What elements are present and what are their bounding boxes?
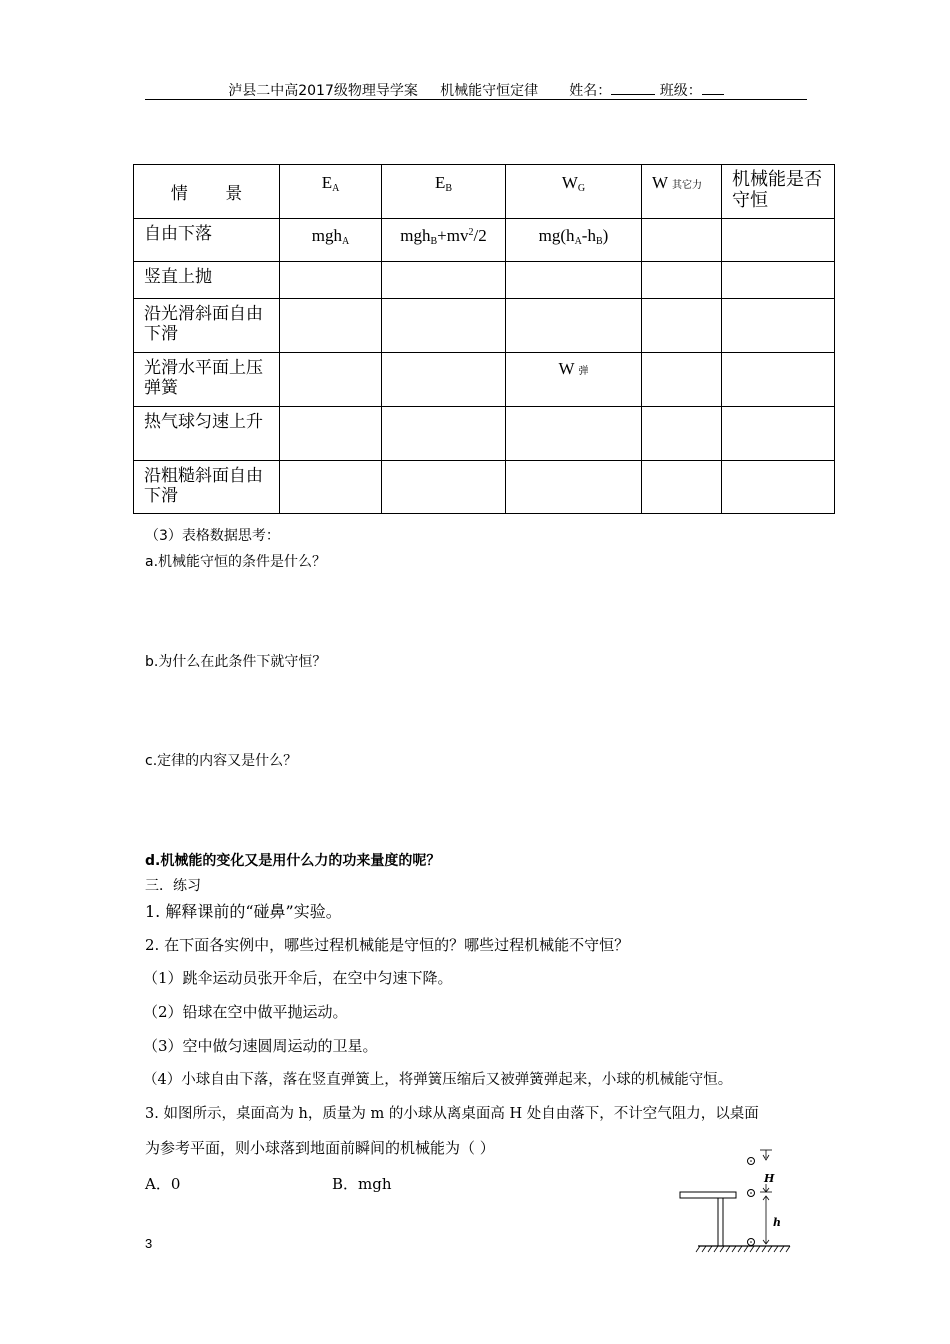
tabletop-shape: [680, 1192, 736, 1198]
practice-item-2-2: （2）铅球在空中做平抛运动。: [143, 1003, 348, 1021]
col-header-wg: $W_G$: [506, 165, 642, 219]
cell-empty[interactable]: [280, 353, 382, 407]
header-title: 泸县二中高2017级物理导学案: [228, 83, 418, 99]
cell-empty[interactable]: [506, 407, 642, 461]
cell-empty[interactable]: [722, 299, 835, 353]
table-header-row: [134, 165, 835, 219]
row-scene: 热气球匀速上升: [134, 407, 280, 461]
label-h: h: [773, 1216, 781, 1229]
cell-wg-formula: $mg(h_A-h_B)$: [506, 219, 642, 262]
practice-item-3-line2: 为参考平面，则小球落到地面前瞬间的机械能为（ ）: [145, 1139, 495, 1157]
row-scene: 光滑水平面上压弹簧: [134, 353, 280, 407]
question-b: b.为什么在此条件下就守恒？: [145, 654, 327, 670]
question-c: c.定律的内容又是什么？: [145, 753, 298, 769]
practice-item-2-4: （4）小球自由下落，落在竖直弹簧上，将弹簧压缩后又被弹簧弹起来，小球的机械能守恒。: [143, 1072, 733, 1088]
cell-empty[interactable]: [642, 262, 722, 299]
cell-empty[interactable]: [722, 353, 835, 407]
row-scene: 沿粗糙斜面自由下滑: [134, 461, 280, 514]
cell-ea-formula: mgh$_A$: [280, 219, 382, 262]
cell-empty[interactable]: [382, 407, 506, 461]
cell-empty[interactable]: [382, 461, 506, 514]
header-topic: 机械能守恒定律: [440, 83, 539, 99]
name-label: 姓名：: [569, 83, 612, 99]
practice-item-3-line1: 3. 如图所示，桌面高为 h，质量为 m 的小球从离桌面高 H 处自由落下，不计空气阻力，以桌面: [145, 1106, 759, 1122]
row-scene: 自由下落: [134, 219, 280, 262]
header-rule: [145, 99, 807, 100]
cell-empty[interactable]: [642, 219, 722, 262]
energy-table: [133, 164, 835, 514]
cell-empty[interactable]: [722, 407, 835, 461]
col-header-w-other: W 其它力: [642, 165, 722, 219]
cell-empty[interactable]: [722, 219, 835, 262]
page-number: 3: [145, 1236, 153, 1251]
page-header: [145, 80, 807, 100]
practice-item-1: 1. 解释课前的“碰鼻”实验。: [145, 902, 342, 921]
practice-item-2-3: （3）空中做匀速圆周运动的卫星。: [143, 1037, 378, 1055]
table-ball-figure: [672, 1148, 802, 1258]
cell-empty[interactable]: [382, 353, 506, 407]
table-row: [134, 262, 835, 299]
row-scene: 竖直上抛: [134, 262, 280, 299]
cell-w-spring: W 弹: [506, 353, 642, 407]
table-leg-shape: [718, 1198, 723, 1246]
cell-empty[interactable]: [506, 262, 642, 299]
table-row: [134, 407, 835, 461]
cell-empty[interactable]: [280, 262, 382, 299]
cell-empty[interactable]: [642, 299, 722, 353]
cell-empty[interactable]: [642, 461, 722, 514]
table-row: [134, 299, 835, 353]
cell-empty[interactable]: [722, 262, 835, 299]
question-a: a.机械能守恒的条件是什么？: [145, 554, 327, 570]
col-header-ea: $E_A$: [280, 165, 382, 219]
cell-empty[interactable]: [280, 299, 382, 353]
label-H: H: [764, 1172, 775, 1185]
row-scene: 沿光滑斜面自由下滑: [134, 299, 280, 353]
option-b: B．mgh: [332, 1175, 392, 1193]
question-d: d.机械能的变化又是用什么力的功来量度的呢？: [145, 853, 441, 869]
cell-empty[interactable]: [722, 461, 835, 514]
name-blank: [611, 83, 655, 95]
cell-empty[interactable]: [506, 299, 642, 353]
col-header-eb: $E_B$: [382, 165, 506, 219]
cell-empty[interactable]: [506, 461, 642, 514]
ground-hatch-icon: [696, 1246, 790, 1252]
col-header-conserved: 机械能是否守恒: [722, 165, 835, 219]
class-label: 班级：: [659, 83, 702, 99]
practice-item-2: 2. 在下面各实例中，哪些过程机械能是守恒的？哪些过程机械能不守恒？: [145, 936, 630, 954]
question-intro: （3）表格数据思考：: [145, 528, 280, 544]
table-row: [134, 353, 835, 407]
cell-empty[interactable]: [382, 262, 506, 299]
table-row: [134, 219, 835, 262]
practice-heading: 三．练习: [145, 878, 201, 894]
cell-empty[interactable]: [280, 407, 382, 461]
cell-empty[interactable]: [642, 407, 722, 461]
cell-empty[interactable]: [642, 353, 722, 407]
option-a: A．0: [145, 1175, 181, 1193]
class-blank: [702, 83, 724, 95]
cell-empty[interactable]: [382, 299, 506, 353]
practice-item-2-1: （1）跳伞运动员张开伞后，在空中匀速下降。: [143, 969, 453, 987]
cell-empty[interactable]: [280, 461, 382, 514]
cell-eb-formula: $mgh_B+mv^2/2$: [382, 219, 506, 262]
col-header-scene: 情 景: [134, 165, 280, 219]
table-row: [134, 461, 835, 514]
